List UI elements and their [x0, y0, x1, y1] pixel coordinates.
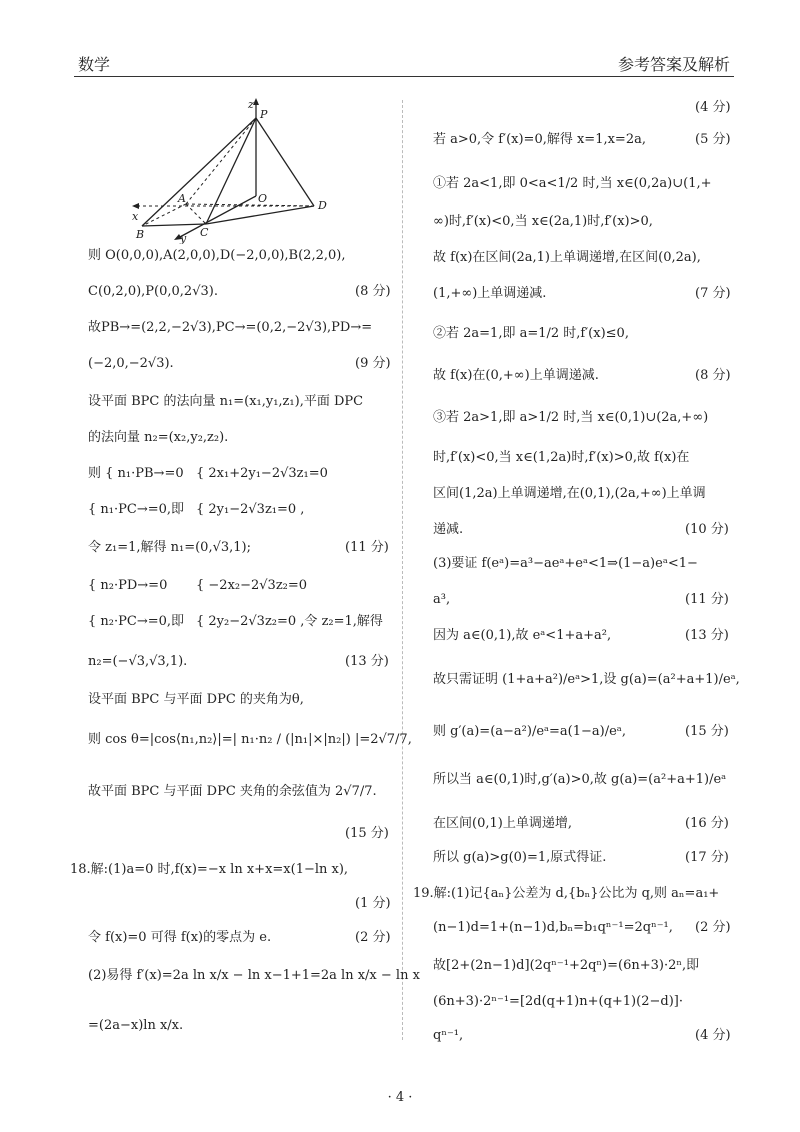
text-line: 若 a>0,令 f′(x)=0,解得 x=1,x=2a,: [433, 132, 646, 147]
text-line: 递减.: [433, 522, 464, 537]
text-line: C(0,2,0),P(0,0,2√3).: [88, 284, 218, 299]
score-label: (15 分): [345, 826, 389, 841]
header-section-title: 参考答案及解析: [617, 55, 730, 74]
text-line: 令 z₁=1,解得 n₁=(0,√3,1);: [88, 540, 251, 555]
score-label: (10 分): [685, 522, 729, 537]
edge-AC: [186, 204, 206, 224]
pyramid-figure: [130, 96, 340, 244]
label-x: x: [132, 210, 139, 223]
label-O: O: [258, 192, 268, 205]
formula-line: 故只需证明 (1+a+a²)/eᵃ>1,设 g(a)=(a²+a+1)/eᵃ,: [433, 672, 740, 687]
score-label: (5 分): [695, 132, 731, 147]
equation-system-line: { n₂·PC→=0,即: [88, 614, 185, 629]
score-label: (7 分): [695, 286, 731, 301]
text-line: 令 f(x)=0 可得 f(x)的零点为 e.: [88, 930, 272, 945]
text-line: (3)要证 f(eᵃ)=a³−aeᵃ+eᵃ<1⇒(1−a)eᵃ<1−: [433, 556, 698, 571]
text-line: 故[2+(2n−1)d](2qⁿ⁻¹+2qⁿ)=(6n+3)·2ⁿ,即: [433, 958, 700, 973]
score-label: (13 分): [345, 654, 389, 669]
formula-line: (2)易得 f′(x)=2a ln x/x − ln x−1+1=2a ln x/x − ln x: [88, 968, 420, 983]
label-D: D: [318, 199, 327, 212]
edge-BC: [142, 224, 206, 226]
equation-system-line: { n₁·PC→=0,即: [88, 502, 185, 517]
header-subject: 数学: [78, 55, 111, 74]
text-line: (−2,0,−2√3).: [88, 356, 174, 371]
z-axis-arrow: [253, 98, 259, 105]
text-line: ②若 2a=1,即 a=1/2 时,f′(x)≤0,: [433, 326, 629, 341]
label-C: C: [200, 226, 209, 239]
text-line: ∞)时,f′(x)<0,当 x∈(2a,1)时,f′(x)>0,: [433, 214, 653, 229]
text-line: 因为 a∈(0,1),故 eᵃ<1+a+a²,: [433, 628, 612, 643]
label-A: A: [178, 192, 186, 205]
score-label: (11 分): [345, 540, 389, 555]
equation-system-line: { n₂·PD→=0: [88, 578, 168, 593]
score-label: (2 分): [695, 920, 731, 935]
score-label: (11 分): [685, 592, 729, 607]
score-label: (4 分): [695, 1028, 731, 1043]
equation-system-line: { 2y₁−2√3z₁=0 ,: [196, 502, 305, 517]
score-label: (16 分): [685, 816, 729, 831]
score-label: (1 分): [355, 896, 391, 911]
text-line: 故 f(x)在(0,+∞)上单调递减.: [433, 368, 599, 383]
text-line: 的法向量 n₂=(x₂,y₂,z₂).: [88, 430, 229, 445]
formula-line: 则 g′(a)=(a−a²)/eᵃ=a(1−a)/eᵃ,: [433, 724, 626, 739]
score-label: (8 分): [355, 284, 391, 299]
text-line: 则 O(0,0,0),A(2,0,0),D(−2,0,0),B(2,2,0),: [88, 248, 346, 263]
edge-CD: [206, 206, 314, 224]
page-number: · 4 ·: [387, 1090, 413, 1105]
formula-line: 则 cos θ=|cos⟨n₁,n₂⟩|=| n₁·n₂ / (|n₁|×|n₂|) |=2√7/7,: [88, 732, 412, 747]
text-line: 设平面 BPC 的法向量 n₁=(x₁,y₁,z₁),平面 DPC: [88, 394, 364, 409]
equation-system-line: { −2x₂−2√3z₂=0: [196, 578, 308, 593]
label-B: B: [136, 228, 145, 241]
question-19-start: 19.解:(1)记{aₙ}公差为 d,{bₙ}公比为 q,则 aₙ=a₁+: [413, 886, 720, 901]
text-line: 所以 g(a)>g(0)=1,原式得证.: [433, 850, 607, 865]
text-line: 设平面 BPC 与平面 DPC 的夹角为θ,: [88, 692, 304, 707]
header-rule: [74, 76, 734, 77]
formula-line: =(2a−x)ln x/x.: [88, 1018, 184, 1033]
text-line: (n−1)d=1+(n−1)d,bₙ=b₁qⁿ⁻¹=2qⁿ⁻¹,: [433, 920, 673, 935]
text-line: qⁿ⁻¹,: [433, 1028, 464, 1043]
edge-AB: [142, 204, 186, 226]
column-divider: [402, 100, 403, 1040]
edge-PB: [142, 118, 256, 226]
equation-system-line: { 2y₂−2√3z₂=0 ,令 z₂=1,解得: [196, 614, 383, 629]
score-label: (4 分): [695, 100, 731, 115]
score-label: (13 分): [685, 628, 729, 643]
label-P: P: [260, 108, 268, 121]
score-label: (17 分): [685, 850, 729, 865]
label-z: z: [248, 98, 254, 111]
text-line: ①若 2a<1,即 0<a<1/2 时,当 x∈(0,2a)∪(1,+: [433, 176, 712, 191]
score-label: (9 分): [355, 356, 391, 371]
text-line: ③若 2a>1,即 a>1/2 时,当 x∈(0,1)∪(2a,+∞): [433, 410, 709, 425]
text-line: 时,f′(x)<0,当 x∈(1,2a)时,f′(x)>0,故 f(x)在: [433, 450, 690, 465]
equation-system-line: 则 { n₁·PB→=0: [88, 466, 184, 481]
formula-line: 所以当 a∈(0,1)时,g′(a)>0,故 g(a)=(a²+a+1)/eᵃ: [433, 772, 727, 787]
text-line: a³,: [433, 592, 451, 607]
text-line: 在区间(0,1)上单调递增,: [433, 816, 572, 831]
equation-system-line: { 2x₁+2y₁−2√3z₁=0: [196, 466, 328, 481]
text-line: 故平面 BPC 与平面 DPC 夹角的余弦值为 2√7/7.: [88, 784, 377, 799]
score-label: (8 分): [695, 368, 731, 383]
text-line: (1,+∞)上单调递减.: [433, 286, 547, 301]
text-line: n₂=(−√3,√3,1).: [88, 654, 188, 669]
x-axis-arrow: [132, 203, 139, 209]
text-line: 故PB→=(2,2,−2√3),PC→=(0,2,−2√3),PD→=: [88, 320, 373, 335]
score-label: (2 分): [355, 930, 391, 945]
label-y: y: [180, 232, 187, 244]
text-line: 区间(1,2a)上单调递增,在(0,1),(2a,+∞)上单调: [433, 486, 706, 501]
score-label: (15 分): [685, 724, 729, 739]
text-line: 故 f(x)在区间(2a,1)上单调递增,在区间(0,2a),: [433, 250, 701, 265]
question-18-start: 18.解:(1)a=0 时,f(x)=−x ln x+x=x(1−ln x),: [70, 862, 349, 877]
text-line: (6n+3)·2ⁿ⁻¹=[2d(q+1)n+(q+1)(2−d)]·: [433, 994, 683, 1009]
